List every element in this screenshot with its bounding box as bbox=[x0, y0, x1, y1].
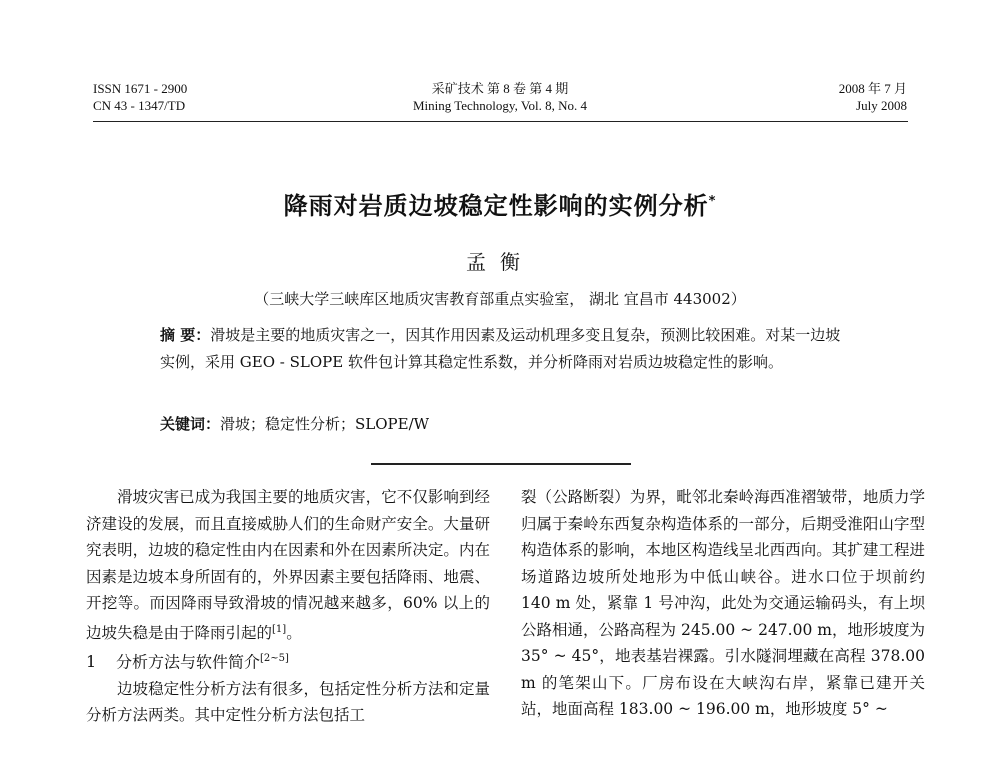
date-en: July 2008 bbox=[856, 98, 907, 113]
intro-text: 滑坡灾害已成为我国主要的地质灾害，它不仅影响到经济建设的发展，而且直接威胁人们的生命财产安全。大量研究表明，边坡的稳定性由内在因素和外在因素所决定。内在因素是边坡本身所固有的，外界因素主要包括降雨、地震、开挖等。而因降雨导致滑坡的情况越来越多，60% 以上的边坡失稳是由于降雨引起的 bbox=[86, 488, 490, 642]
journal-name-cn: 采矿技术 第 8 卷 第 4 期 bbox=[431, 81, 569, 96]
section-divider bbox=[371, 463, 631, 465]
cn-number: CN 43 - 1347/TD bbox=[93, 98, 186, 113]
affiliation: （三峡大学三峡库区地质灾害教育部重点实验室， 湖北 宜昌市 443002） bbox=[254, 290, 746, 308]
section-title: 分析方法与软件简介 bbox=[116, 652, 261, 672]
header-rule bbox=[93, 121, 908, 122]
journal-name-en: Mining Technology, Vol. 8, No. 4 bbox=[412, 98, 588, 113]
keywords-text: 滑坡；稳定性分析；SLOPE/W bbox=[220, 415, 430, 433]
keywords-label: 关键词： bbox=[160, 415, 221, 433]
left-column bbox=[86, 484, 490, 729]
section-heading bbox=[86, 646, 490, 676]
citation-ref: [1] bbox=[272, 623, 287, 635]
right-column bbox=[521, 484, 925, 723]
abstract-label: 摘 要： bbox=[160, 326, 211, 344]
section-number: 1 bbox=[86, 652, 97, 672]
author: 孟衡 bbox=[466, 250, 534, 274]
issn: ISSN 1671 - 2900 bbox=[93, 81, 188, 96]
header-right bbox=[839, 80, 907, 114]
abstract-text: 滑坡是主要的地质灾害之一，因其作用因素及运动机理多变且复杂，预测比较困难。对某一边坡实例，采用 GEO - SLOPE 软件包计算其稳定性系数，并分析降雨对岩质边坡稳定性的影响。 bbox=[160, 326, 841, 371]
keywords bbox=[160, 414, 850, 434]
intro-end: 。 bbox=[286, 623, 302, 642]
title-footnote-mark: * bbox=[708, 194, 717, 209]
date-cn: 2008 年 7 月 bbox=[838, 81, 907, 96]
abstract bbox=[160, 322, 850, 376]
intro-paragraph bbox=[86, 484, 490, 646]
right-paragraph: 裂（公路断裂）为界，毗邻北秦岭海西准褶皱带，地质力学归属于秦岭东西复杂构造体系的一部分，后期受淮阳山字型构造体系的影响，本地区构造线呈北西西向。其扩建工程进场道路边坡所处地形为中低山峡谷。进水口位于坝前约 140 m 处，紧靠 1 号冲沟，此处为交通运输码头，有上坝公路相通，公路高程为 245.00 ~ 247.00 m，地形坡度为 35° ~ 45°，地表基岩裸露。引水隧洞埋藏在高程 378.00 m 的笔架山下。厂房布设在大峡沟右岸，紧靠已建开关站，地面高程 183.00 ~ 196.00 m，地形坡度 5° ~ bbox=[521, 488, 925, 718]
page-title bbox=[0, 186, 1000, 221]
section-citation: [2~5] bbox=[260, 653, 289, 665]
title-text: 降雨对岩质边坡稳定性影响的实例分析 bbox=[283, 192, 709, 220]
section-paragraph: 边坡稳定性分析方法有很多，包括定性分析方法和定量分析方法两类。其中定性分析方法包括工 bbox=[86, 679, 490, 725]
